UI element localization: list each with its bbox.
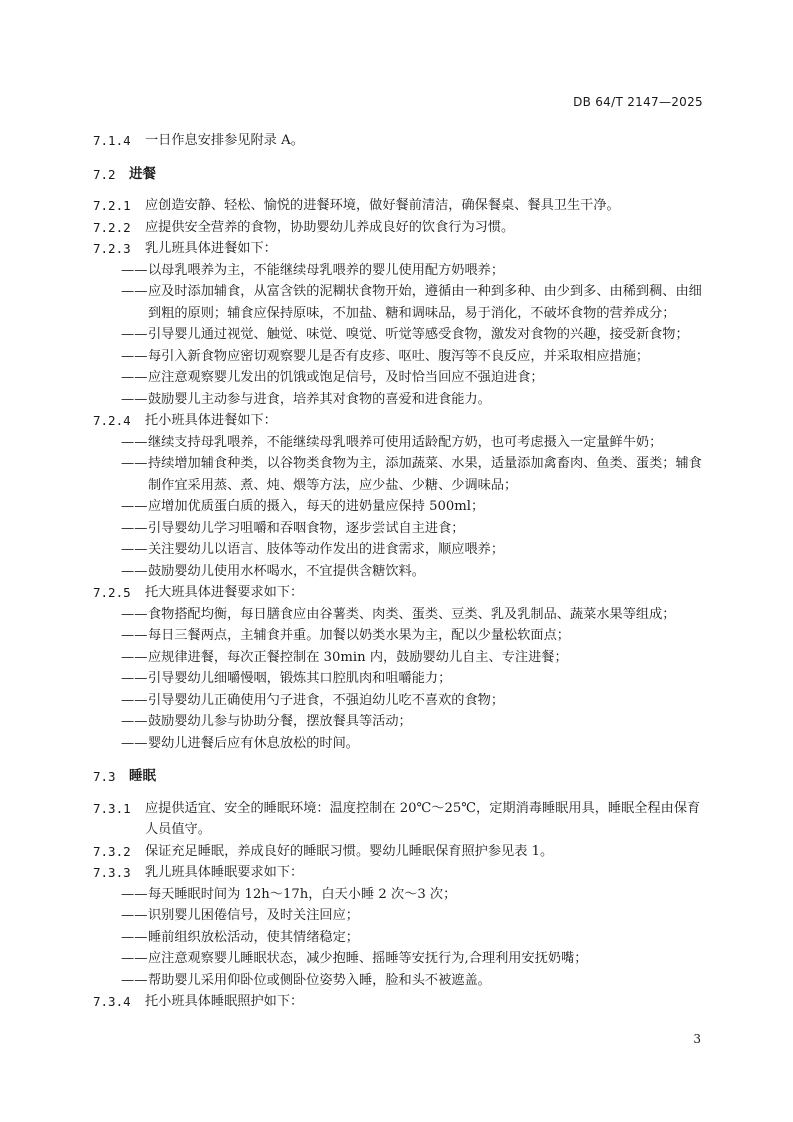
list-item-text: 识别婴儿困倦信号，及时关注回应； (148, 908, 359, 923)
list-item (93, 948, 705, 970)
list-item-text: 引导婴儿通过视觉、触觉、味觉、嗅觉、听觉等感受食物，激发对食物的兴趣，接受新食物； (148, 327, 689, 342)
clause-item (93, 798, 705, 841)
list-item (93, 668, 705, 690)
list-item-text: 以母乳喂养为主，不能继续母乳喂养的婴儿使用配方奶喂养； (148, 262, 505, 278)
list-item (93, 561, 705, 583)
list-item-text: 应及时添加辅食，从富含铁的泥糊状食物开始，遵循由一种到多种、由少到多、由稀到稠、由细到粗的原则；辅食应保持原味，不加盐、糖和调味品，易于消化，不破坏食物的营养成分； (148, 284, 702, 321)
list-item-text: 睡前组织放松活动，使其情绪稳定； (148, 929, 359, 945)
section-title: 睡眠 (129, 768, 156, 784)
clause-text: 保证充足睡眠，养成良好的睡眠习惯。婴幼儿睡眠保育照护参见表 1。 (145, 843, 554, 859)
list-item (93, 367, 705, 389)
dash-marker: —— (121, 628, 148, 643)
list-item (93, 518, 705, 540)
list-item (93, 281, 705, 324)
dash-marker: —— (121, 929, 148, 945)
list-item-text: 应注意观察婴儿睡眠状态，减少抱睡、摇睡等安抚行为,合理利用安抚奶嘴； (148, 951, 588, 966)
clause-item (93, 238, 705, 260)
section-title: 进餐 (129, 165, 156, 182)
clause-text: 应创造安静、轻松、愉悦的进餐环境，做好餐前清洁，确保餐桌、餐具卫生干净。 (145, 198, 620, 213)
dash-marker: —— (121, 908, 148, 923)
dash-marker: —— (121, 735, 148, 751)
clause-text: 应提供安全营养的食物，协助婴幼儿养成良好的饮食行为习惯。 (145, 219, 515, 235)
dash-marker: —— (121, 951, 148, 966)
dash-marker: —— (121, 456, 148, 471)
list-item-text: 引导婴幼儿学习咀嚼和吞咽食物，逐步尝试自主进食； (148, 520, 465, 536)
dash-marker: —— (121, 692, 148, 708)
list-item (93, 496, 705, 518)
dash-marker: —— (121, 563, 148, 579)
section-heading (93, 164, 705, 186)
list-item-text: 食物搭配均衡，每日膳食应由谷薯类、肉类、蛋类、豆类、乳及乳制品、蔬菜水果等组成； (148, 606, 676, 622)
clause-number: 7.3.2 (93, 843, 131, 859)
clause-text: 乳儿班具体进餐如下： (145, 241, 277, 256)
clause-text: 托小班具体睡眠照护如下： (145, 994, 304, 1009)
dash-marker: —— (121, 972, 148, 988)
list-item (93, 346, 705, 368)
list-item-text: 鼓励婴儿主动参与进食，培养其对食物的喜爱和进食能力。 (148, 391, 491, 407)
list-item (93, 647, 705, 669)
clause-number: 7.2.5 (93, 585, 131, 600)
dash-marker: —— (121, 606, 148, 622)
dash-marker: —— (121, 714, 148, 729)
dash-marker: —— (121, 434, 148, 450)
list-item (93, 453, 705, 496)
clause-item (93, 841, 705, 863)
clause-number: 7.3.1 (93, 800, 131, 816)
list-item-text: 引导婴幼儿正确使用勺子进食，不强迫幼儿吃不喜欢的食物； (148, 692, 505, 708)
dash-marker: —— (121, 542, 148, 557)
clause-number: 7.3.4 (93, 994, 131, 1009)
dash-marker: —— (121, 391, 148, 407)
clause-text: 乳儿班具体睡眠要求如下： (145, 865, 304, 880)
clause-number: 7.3.3 (93, 865, 131, 880)
list-item-text: 每引入新食物应密切观察婴儿是否有皮疹、呕吐、腹泻等不良反应，并采取相应措施； (148, 348, 650, 364)
list-item (93, 324, 705, 346)
dash-marker: —— (121, 649, 148, 665)
section-number: 7.3 (93, 769, 116, 784)
dash-marker: —— (121, 520, 148, 536)
clause-text: 应提供适宜、安全的睡眠环境：温度控制在 20℃～25℃，定期消毒睡眠用具，睡眠全程由保育人员值守。 (145, 800, 701, 837)
list-item-text: 应规律进餐，每次正餐控制在 30min 内，鼓励婴幼儿自主、专注进餐； (148, 649, 568, 665)
list-item (93, 389, 705, 411)
list-item (93, 905, 705, 927)
clause-item (93, 862, 705, 884)
clause-item (93, 217, 705, 239)
dash-marker: —— (121, 370, 148, 385)
clause-text: 托小班具体进餐如下： (145, 413, 277, 428)
dash-marker: —— (121, 327, 148, 342)
clause-item (93, 410, 705, 432)
dash-marker: —— (121, 499, 148, 514)
list-item-text: 关注婴幼儿以语言、肢体等动作发出的进食需求，顺应喂养； (148, 542, 505, 557)
dash-marker: —— (121, 284, 148, 299)
list-item-text: 持续增加辅食种类，以谷物类食物为主，添加蔬菜、水果，适量添加禽畜肉、鱼类、蛋类；辅食制作宜采用蒸、煮、炖、煨等方法，应少盐、少糖、少调味品； (148, 456, 702, 493)
list-item (93, 625, 705, 647)
clause-number: 7.2.2 (93, 219, 131, 235)
document-body (93, 130, 705, 1013)
list-item-text: 鼓励婴幼儿使用水杯喝水，不宜提供含糖饮料。 (148, 563, 425, 579)
list-item-text: 每日三餐两点，主辅食并重。加餐以奶类水果为主，配以少量松软面点； (148, 628, 570, 643)
list-item (93, 884, 705, 906)
clause-number: 7.2.4 (93, 413, 131, 428)
list-item-text: 帮助婴儿采用仰卧位或侧卧位姿势入睡，脸和头不被遮盖。 (148, 972, 491, 988)
clause-number: 7.1.4 (93, 133, 131, 148)
list-item (93, 970, 705, 992)
list-item-text: 鼓励婴幼儿参与协助分餐，摆放餐具等活动； (148, 714, 412, 729)
list-item-text: 婴幼儿进餐后应有休息放松的时间。 (148, 735, 359, 751)
list-item (93, 927, 705, 949)
list-item (93, 711, 705, 733)
clause-item (93, 130, 705, 152)
list-item-text: 继续支持母乳喂养，不能继续母乳喂养可使用适龄配方奶，也可考虑摄入一定量鲜牛奶； (148, 434, 663, 450)
dash-marker: —— (121, 348, 148, 364)
list-item-text: 应注意观察婴儿发出的饥饿或饱足信号，及时恰当回应不强迫进食； (148, 370, 544, 385)
page-number: 3 (693, 1032, 701, 1046)
clause-number: 7.2.3 (93, 241, 131, 256)
list-item (93, 604, 705, 626)
list-item-text: 每天睡眠时间为 12h～17h，白天小睡 2 次～3 次； (148, 886, 457, 902)
clause-text: 一日作息安排参见附录 A。 (145, 133, 304, 148)
list-item (93, 539, 705, 561)
clause-text: 托大班具体进餐要求如下： (145, 585, 304, 600)
list-item (93, 690, 705, 712)
list-item-text: 引导婴幼儿细嚼慢咽，锻炼其口腔肌肉和咀嚼能力； (148, 671, 452, 686)
dash-marker: —— (121, 262, 148, 278)
clause-item (93, 991, 705, 1013)
clause-item (93, 195, 705, 217)
dash-marker: —— (121, 886, 148, 902)
dash-marker: —— (121, 671, 148, 686)
list-item (93, 260, 705, 282)
list-item-text: 应增加优质蛋白质的摄入，每天的进奶量应保持 500ml； (148, 499, 485, 514)
section-heading (93, 766, 705, 788)
clause-number: 7.2.1 (93, 198, 131, 213)
clause-item (93, 582, 705, 604)
document-code: DB 64/T 2147—2025 (573, 95, 703, 109)
section-number: 7.2 (93, 166, 116, 182)
list-item (93, 733, 705, 755)
list-item (93, 432, 705, 454)
